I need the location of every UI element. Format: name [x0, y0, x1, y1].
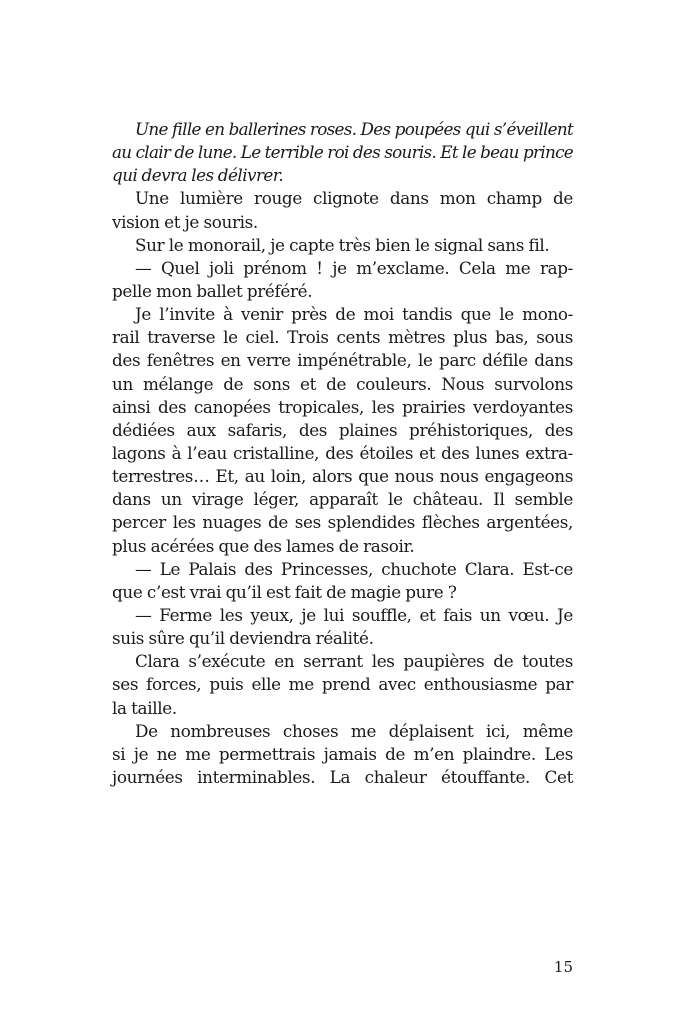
- text-line: vision et je souris.: [112, 211, 258, 232]
- italic-text-line: au clair de lune. Le terrible roi des souris. Et le beau prince: [112, 142, 573, 163]
- text-line: suis sûre qu’il deviendra réalité.: [112, 628, 374, 649]
- text-line: — Ferme les yeux, je lui souffle, et fais un vœu. Je: [135, 604, 573, 625]
- text-line: lagons à l’eau cristalline, des étoiles et des lunes extra-: [112, 442, 573, 463]
- text-line: ainsi des canopées tropicales, les prairies verdoyantes: [112, 396, 573, 417]
- text-line: rail traverse le ciel. Trois cents mètres plus bas, sous: [112, 327, 573, 348]
- text-line: pelle mon ballet préféré.: [112, 280, 313, 301]
- text-line: — Le Palais des Princesses, chuchote Clara. Est-ce: [135, 558, 573, 579]
- text-line: ses forces, puis elle me prend avec enthousiasme par: [112, 674, 573, 695]
- text-line: Sur le monorail, je capte très bien le signal sans fil.: [135, 234, 550, 255]
- text-line: Je l’invite à venir près de moi tandis que le mono-: [135, 304, 573, 325]
- italic-text-line: qui devra les délivrer.: [112, 165, 284, 186]
- text-line: Une lumière rouge clignote dans mon champ de: [135, 188, 573, 209]
- text-line: journées interminables. La chaleur étouffante. Cet: [112, 766, 573, 787]
- text-line: plus acérées que des lames de rasoir.: [112, 535, 415, 556]
- page-number: 15: [553, 958, 573, 976]
- text-line: dans un virage léger, apparaît le château. Il semble: [112, 489, 573, 510]
- page-body: [112, 118, 573, 789]
- text-line: dédiées aux safaris, des plaines préhistoriques, des: [112, 419, 573, 440]
- text-line: Clara s’exécute en serrant les paupières de toutes: [135, 651, 573, 672]
- text-line: — Quel joli prénom ! je m’exclame. Cela me rap-: [135, 257, 573, 278]
- text-line: terrestres… Et, au loin, alors que nous nous engageons: [112, 466, 573, 487]
- text-line: si je ne me permettrais jamais de m’en plaindre. Les: [112, 743, 573, 764]
- text-line: percer les nuages de ses splendides flèches argentées,: [112, 512, 573, 533]
- text-line: De nombreuses choses me déplaisent ici, même: [135, 720, 573, 741]
- text-line: que c’est vrai qu’il est fait de magie pure ?: [112, 581, 457, 602]
- text-line: des fenêtres en verre impénétrable, le parc défile dans: [112, 350, 573, 371]
- text-line: la taille.: [112, 697, 177, 718]
- text-line: un mélange de sons et de couleurs. Nous survolons: [112, 373, 573, 394]
- italic-text-line: Une fille en ballerines roses. Des poupées qui s’éveillent: [135, 119, 573, 139]
